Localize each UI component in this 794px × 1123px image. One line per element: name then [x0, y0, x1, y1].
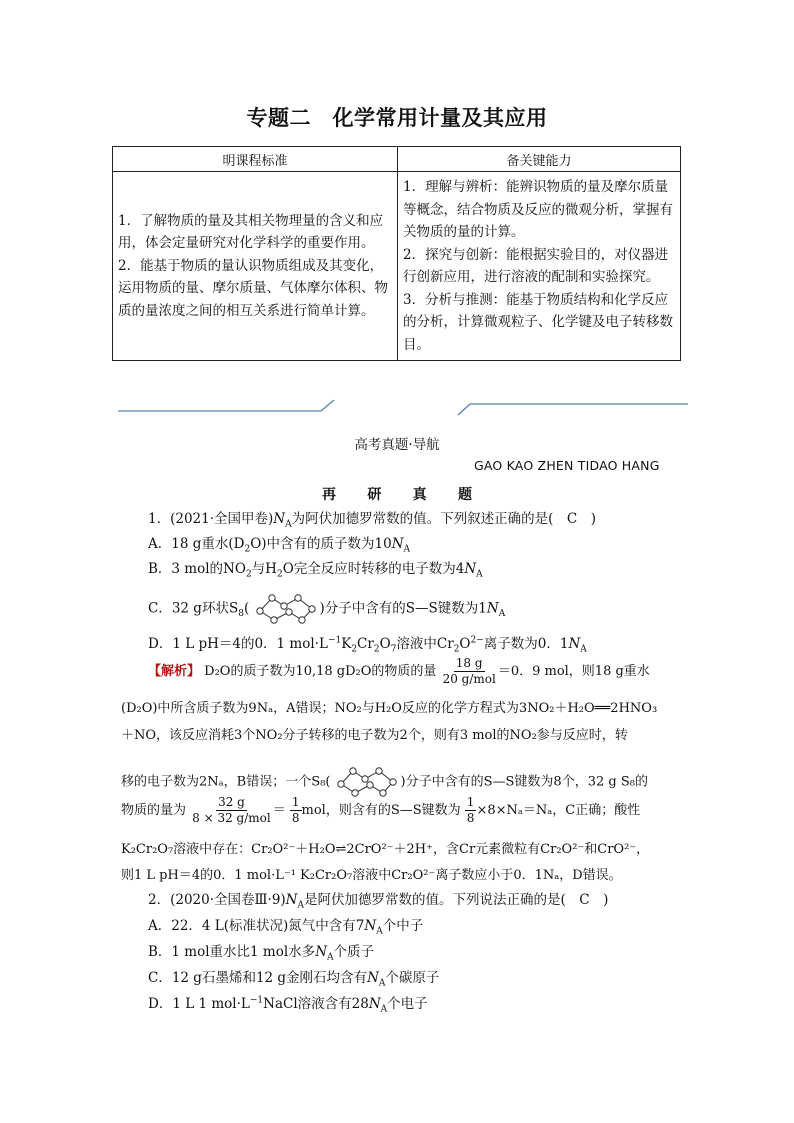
explanation-line: (D₂O)中所含质子数为9Nₐ，A错误；NO₂与H₂O反应的化学方程式为3NO₂＋H₂O══2HNO₃ — [121, 701, 658, 716]
explanation-line: 则1 L pH＝4的0．1 mol·L⁻¹ K₂Cr₂O₇溶液中Cr₂O²⁻离子数应小于0．1Nₐ，D错误。 — [121, 868, 622, 883]
question-2-option-a: A．22．4 L(标准状况)氮气中含有$7N_A$个中子 — [148, 918, 424, 937]
explanation-line: ＋NO，该反应消耗3个NO₂分子转移的电子数为2个，则有3 mol的NO₂参与反应时，转 — [121, 728, 628, 743]
ability-item: 3．分析与推测：能基于物质结构和化学反应的分析，计算微观粒子、化学键及电子转移数目。 — [403, 291, 673, 353]
nav-title: 高考真题·导航 — [354, 437, 440, 453]
explanation-line: 物质的量为 $\frac{32 g}{\text{8 × 32 g/mol}}$ ＝ $\frac{1}{8}$ mol，则含有的S—S键数为 $\frac{1}{8}$ ×8×Nₐ＝Nₐ，C正确；酸性 — [121, 795, 641, 825]
s8-ring-icon — [335, 765, 401, 799]
question-1-option-b: B．3 mol的$NO_2$与$H_2O$完全反应时转移的电子数为$4N_A$ — [148, 561, 483, 580]
standards-table — [112, 146, 681, 361]
section-heading-char: 题 — [457, 487, 472, 503]
abilities-cell — [398, 172, 681, 361]
question-2-option-c: C．12 g石墨烯和12 g金刚石均含有$N_A$个碳原子 — [148, 970, 440, 989]
table-header-standards: 明课程标准 — [113, 147, 398, 172]
question-1-stem: 1．(2021·全国甲卷)$N_A$为阿伏加德罗常数的值。下列叙述正确的是( C ) — [148, 511, 596, 530]
ability-item: 1．理解与辨析：能辨识物质的量及摩尔质量等概念，结合物质及反应的微观分析，掌握有关物质的量的计算。 — [403, 179, 673, 240]
question-1-option-c: C．32 g环状$S_8$( )分子中含有的S—S键数为$1N_A$ — [148, 592, 505, 626]
section-heading-char: 再 — [322, 487, 336, 503]
question-1-option-d: D．1 L pH＝4的0．1 $mol\cdot L^{-1}K_2Cr_2O_7$溶液中$Cr_2O^{2-}$离子数为0．$1N_A$ — [148, 635, 587, 655]
nav-subtitle: GAO KAO ZHEN TIDAO HANG — [474, 458, 660, 473]
explanation-tag: 【解析】 — [148, 664, 201, 679]
question-2-option-d: D．1 L 1 $mol\cdot L^{-1}NaCl$溶液含有$28N_A$个电子 — [148, 995, 428, 1015]
page-title: 专题二 化学常用计量及其应用 — [246, 106, 548, 130]
explanation-line: 移的电子数为2Nₐ，B错误；一个S₈( )分子中含有的S—S键数为8个，32 g S₈的 — [121, 765, 648, 799]
question-1-option-a: A．18 g重水$(D_2O)$中含有的质子数为$10N_A$ — [148, 536, 411, 555]
standard-item: 1．了解物质的量及其相关物理量的含义和应用，体会定量研究对化学科学的重要作用。 — [118, 212, 384, 252]
ability-item: 2．探究与创新：能根据实验目的，对仪器进行创新应用，进行溶液的配制和实验探究。 — [403, 246, 669, 285]
section-heading-char: 研 — [367, 487, 382, 503]
question-2-option-b: B．1 mol重水比1 mol水多$N_A$个质子 — [148, 944, 374, 963]
explanation-line: 【解析】 D₂O的质子数为10,18 gD₂O的物质的量 $\frac{18 g}{\text{20 g/mol}}$ ＝0．9 mol，则18 g重水 — [148, 656, 650, 686]
table-header-abilities: 备关键能力 — [398, 147, 681, 172]
explanation-line: K₂Cr₂O₇溶液中存在：Cr₂O²⁻＋H₂O⇌2CrO²⁻＋2H⁺，含Cr元素微粒有Cr₂O²⁻和CrO²⁻， — [121, 842, 650, 857]
s8-ring-icon — [254, 592, 320, 626]
decorative-divider — [118, 398, 688, 418]
section-heading-char: 真 — [412, 487, 427, 503]
standard-item: 2．能基于物质的量认识物质组成及其变化，运用物质的量、摩尔质量、气体摩尔体积、物质的量浓度之间的相互关系进行简单计算。 — [118, 257, 388, 319]
standards-cell — [113, 172, 398, 361]
question-2-stem: 2．(2020·全国卷$Ⅲ\cdot 9)N_A$是阿伏加德罗常数的值。下列说法正确的是( C ) — [148, 892, 609, 911]
section-heading — [322, 484, 472, 504]
